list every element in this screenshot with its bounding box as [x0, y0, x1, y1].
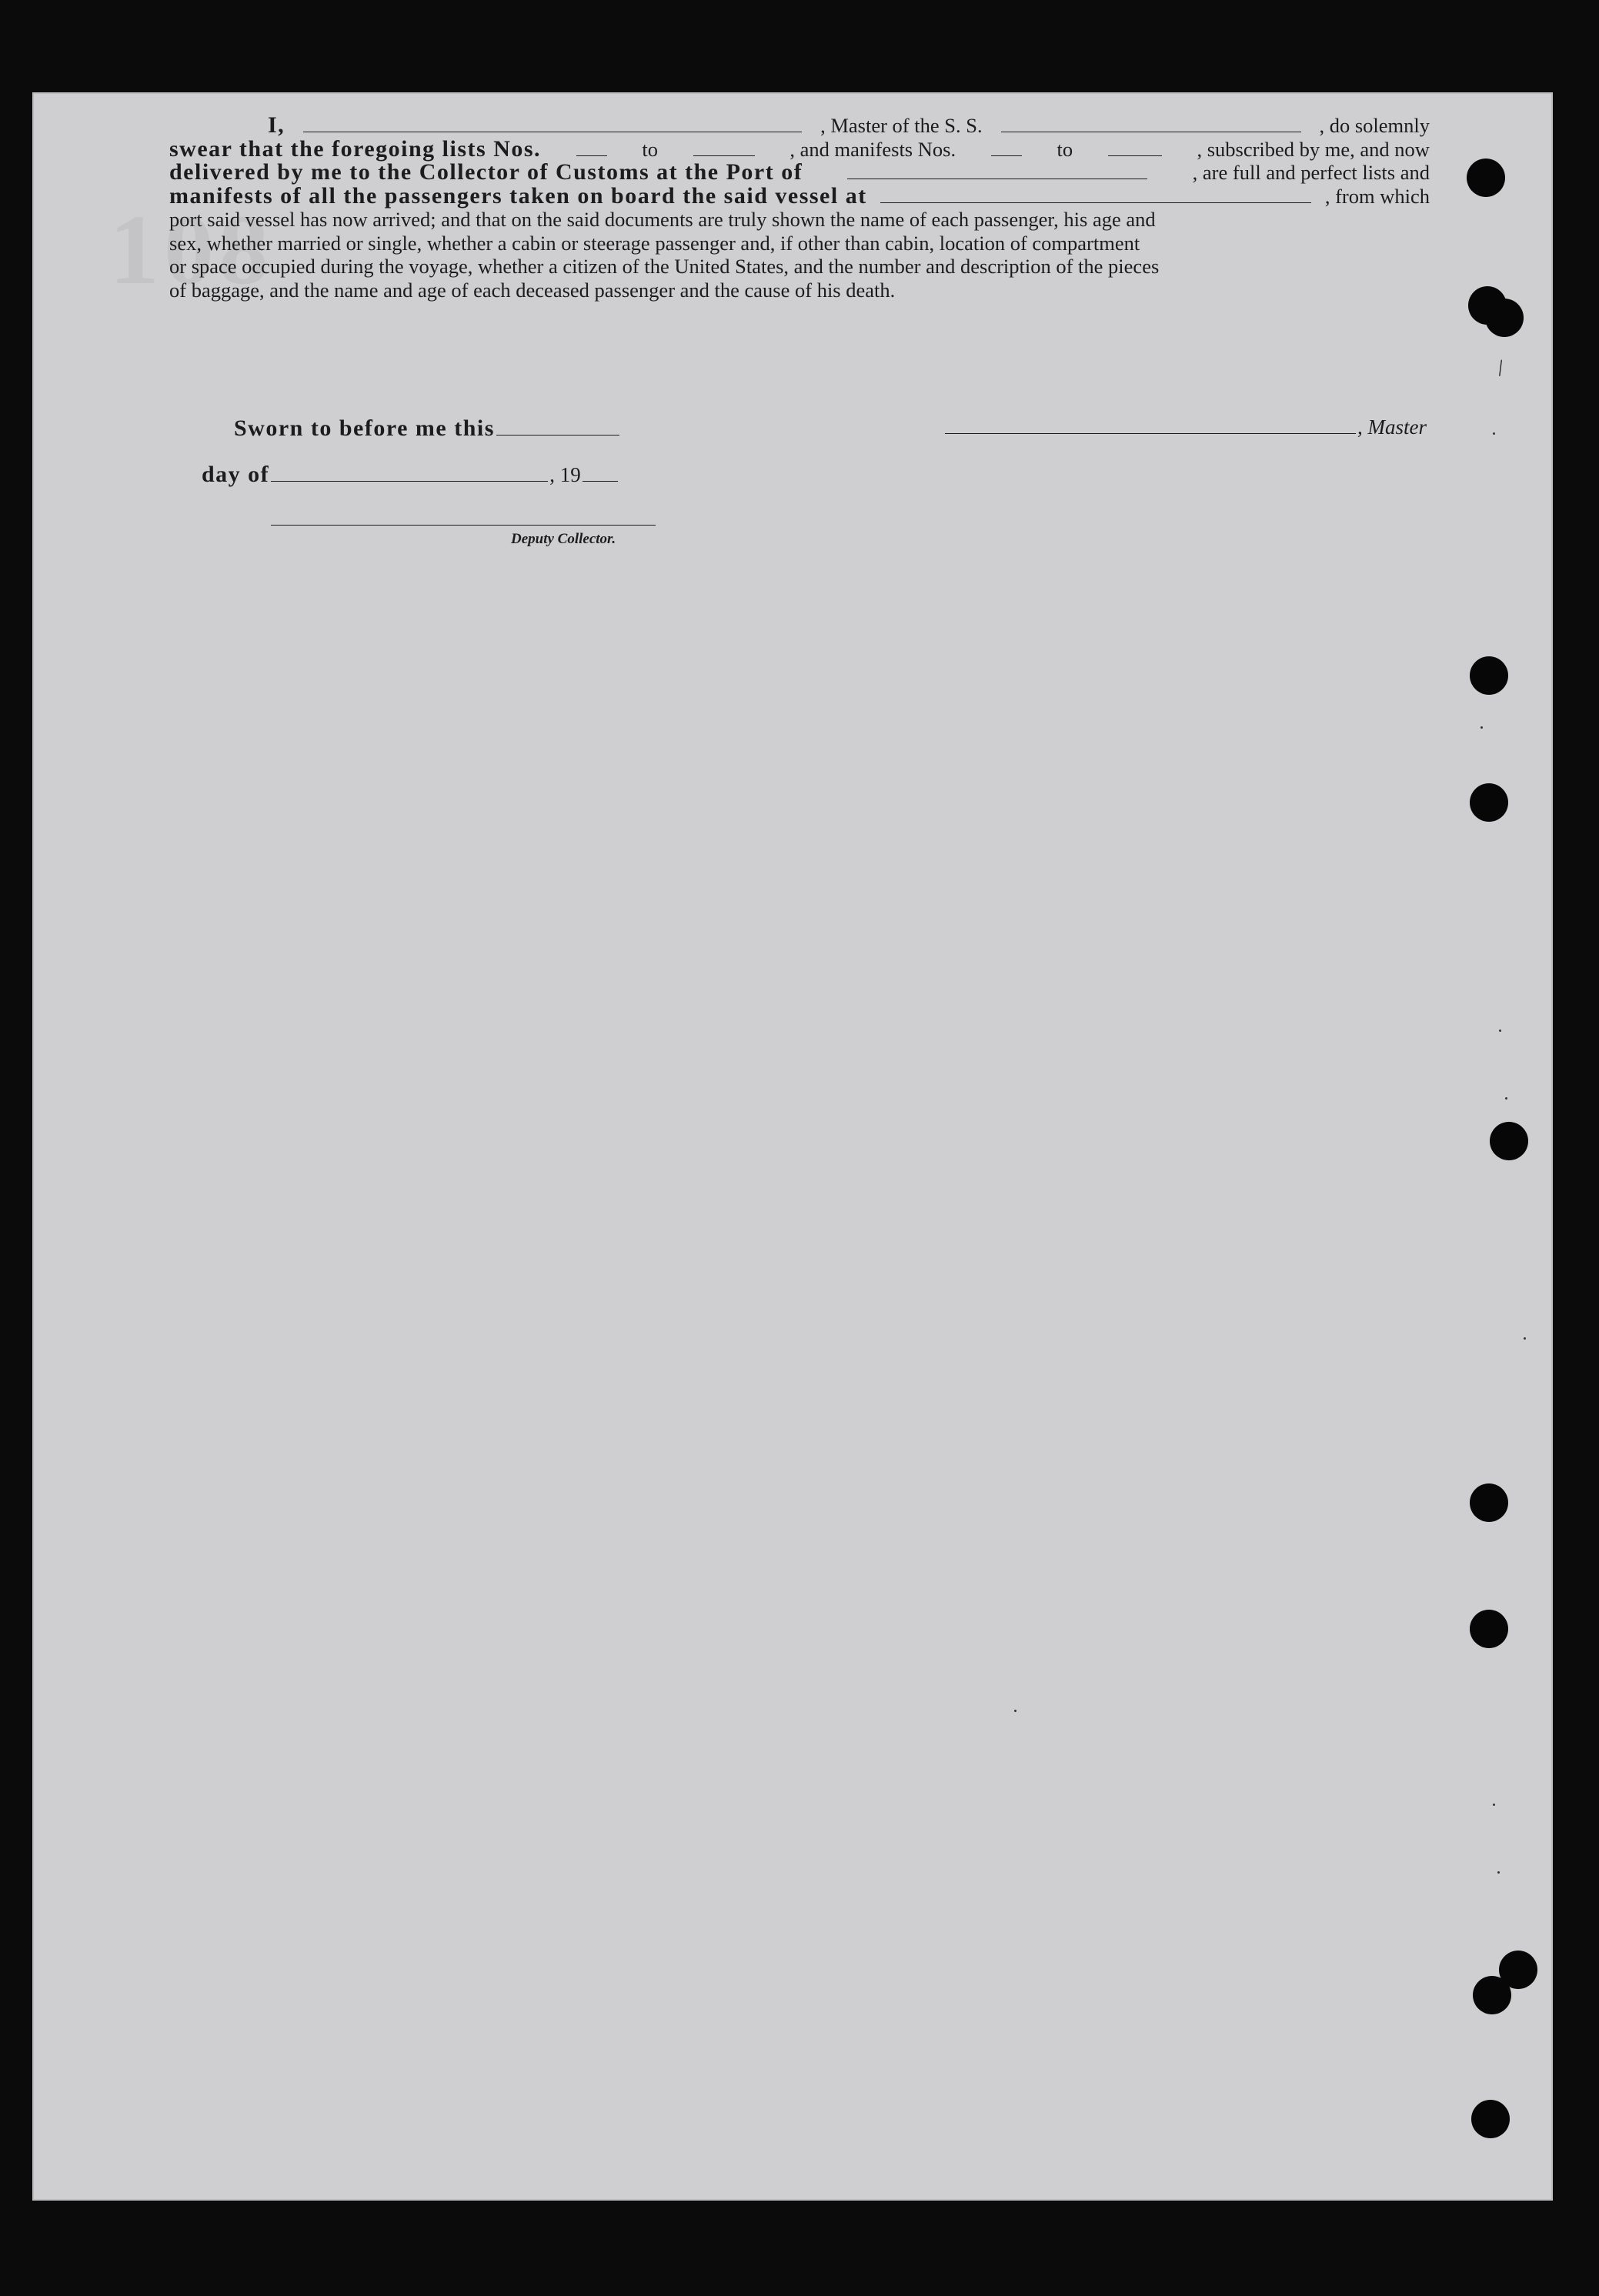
- day-of-label: day of: [202, 462, 270, 487]
- year-blank[interactable]: [583, 480, 618, 482]
- oath-line-3-end: , are full and perfect lists and: [1192, 161, 1430, 184]
- oath-paragraph: [169, 114, 1430, 302]
- master-signature-line: [943, 415, 1427, 439]
- oath-line-2: [169, 135, 1430, 162]
- oath-line-1: [169, 114, 1430, 138]
- oath-line-2-to1: to: [642, 137, 659, 161]
- oath-line-3: [169, 161, 1430, 185]
- oath-line-6: sex, whether married or single, whether a cabin or steerage passenger and, if other than cabin, location of compartment: [169, 231, 1140, 255]
- sworn-line: [234, 415, 621, 442]
- speck: [1497, 1871, 1500, 1874]
- year-prefix: , 19: [549, 463, 581, 486]
- oath-line-8: of baggage, and the name and age of each deceased passenger and the cause of his death.: [169, 278, 896, 302]
- oath-line-4-end: , from which: [1324, 184, 1430, 208]
- punch-hole: [1470, 656, 1508, 695]
- bleed-through-stamp: 108: [109, 195, 273, 305]
- oath-line-3-start: delivered by me to the Collector of Customs at the Port of: [169, 159, 803, 185]
- ship-name-blank[interactable]: [1001, 131, 1301, 132]
- day-of-line: [202, 462, 619, 488]
- punch-hole: [1473, 1976, 1511, 2014]
- oath-line-1-mid: , Master of the S. S.: [820, 114, 983, 137]
- master-label: , Master: [1357, 415, 1427, 439]
- sworn-date-blank[interactable]: [496, 434, 619, 436]
- port-blank[interactable]: [847, 178, 1147, 179]
- oath-line-4-start: manifests of all the passengers taken on board the said vessel at: [169, 182, 867, 209]
- speck: [1524, 1337, 1526, 1340]
- oath-line-2-to2: to: [1057, 137, 1073, 161]
- embarkation-port-blank[interactable]: [880, 202, 1311, 203]
- speck: [1493, 432, 1495, 435]
- punch-hole: [1470, 1483, 1508, 1522]
- month-blank[interactable]: [271, 480, 548, 482]
- oath-line-1-pronoun: I,: [268, 112, 285, 138]
- deputy-collector-label: Deputy Collector.: [511, 531, 616, 547]
- pencil-mark: /: [1494, 355, 1507, 382]
- master-signature-blank[interactable]: [945, 432, 1356, 434]
- speck: [1014, 1710, 1016, 1712]
- punch-hole: [1467, 159, 1505, 197]
- oath-line-4: [169, 182, 1430, 209]
- lists-from-blank[interactable]: [576, 155, 607, 156]
- manifests-to-blank[interactable]: [1108, 155, 1162, 156]
- oath-line-2-mid: , and manifests Nos.: [789, 137, 956, 161]
- speck: [1499, 1030, 1501, 1032]
- punch-hole: [1485, 299, 1524, 337]
- punch-hole: [1490, 1122, 1528, 1160]
- sworn-label: Sworn to before me this: [234, 415, 495, 441]
- punch-hole: [1470, 1610, 1508, 1648]
- oath-line-7: or space occupied during the voyage, whether a citizen of the United States, and the number and description of the pieces: [169, 255, 1160, 278]
- oath-line-1-end: , do solemnly: [1319, 114, 1430, 137]
- speck: [1505, 1097, 1507, 1100]
- manifests-from-blank[interactable]: [991, 155, 1022, 156]
- deputy-signature-blank[interactable]: [271, 525, 656, 526]
- master-name-blank[interactable]: [303, 131, 802, 132]
- form-page: [32, 92, 1553, 2201]
- speck: [1480, 726, 1483, 729]
- oath-line-2-start: swear that the foregoing lists Nos.: [169, 135, 542, 162]
- punch-hole: [1470, 783, 1508, 822]
- lists-to-blank[interactable]: [693, 155, 755, 156]
- punch-hole: [1471, 2100, 1510, 2138]
- oath-line-5: port said vessel has now arrived; and that on the said documents are truly shown the name of each passenger, his age and: [169, 208, 1156, 231]
- oath-line-2-end: , subscribed by me, and now: [1197, 137, 1430, 161]
- speck: [1493, 1804, 1495, 1806]
